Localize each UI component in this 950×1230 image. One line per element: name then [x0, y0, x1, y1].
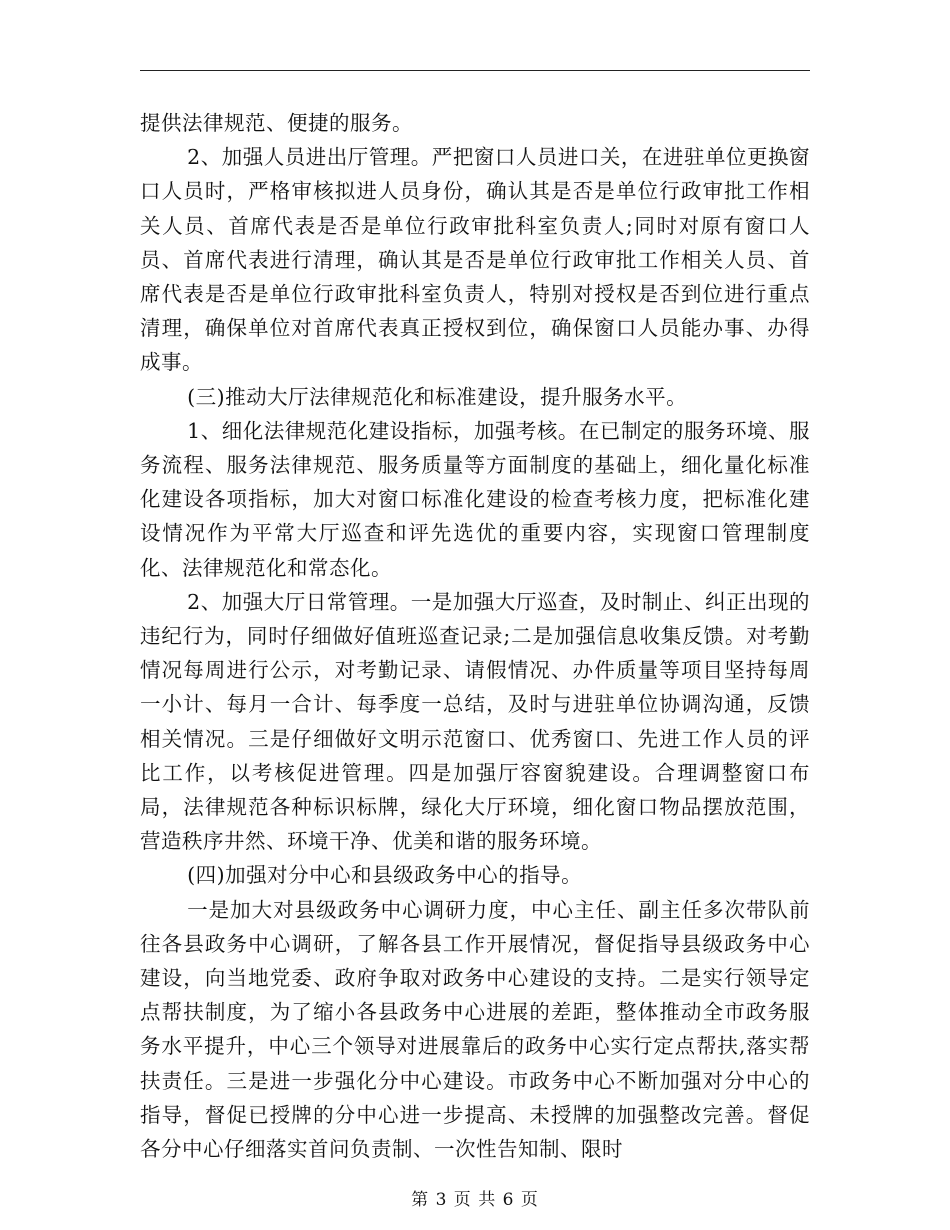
paragraph-daily-management: 2、加强大厅日常管理。一是加强大厅巡查，及时制止、纠正出现的违纪行为，同时仔细做好值班巡查记录;二是加强信息收集反馈。对考勤情况每周进行公示，对考勤记录、请假情况、办件质量等项目坚持每周一小计、每月一合计、每季度一总结，及时与进驻单位协调沟通，反馈相关情况。三是仔细做好文明示范窗口、优秀窗口、先进工作人员的评比工作，以考核促进管理。四是加强厅容窗貌建设。合理调整窗口布局，法律规范各种标识标牌，绿化大厅环境，细化窗口物品摆放范围，营造秩序井然、环境干净、优美和谐的服务环境。 [140, 589, 810, 854]
header-rule [140, 70, 810, 71]
paragraph-continuation: 提供法律规范、便捷的服务。 [140, 111, 413, 135]
paragraph-staff-management: 2、加强人员进出厅管理。严把窗口人员进口关，在进驻单位更换窗口人员时，严格审核拟进人员身份，确认其是否是单位行政审批工作相关人员、首席代表是否是单位行政审批科室负责人;同时对原有窗口人员、首席代表进行清理，确认其是否是单位行政审批工作相关人员、首席代表是否是单位行政审批科室负责人，特别对授权是否到位进行重点清理，确保单位对首席代表真正授权到位，确保窗口人员能办事、办得成事。 [140, 145, 810, 375]
section-heading-3: (三)推动大厅法律规范化和标准建设，提升服务水平。 [187, 384, 688, 409]
paragraph-standardization-indicators: 1、细化法律规范化建设指标，加强考核。在已制定的服务环境、服务流程、服务法律规范、服务质量等方面制度的基础上，细化量化标准化建设各项指标，加大对窗口标准化建设的检查考核力度，把标准化建设情况作为平常大厅巡查和评先选优的重要内容，实现窗口管理制度化、法律规范化和常态化。 [140, 418, 810, 580]
paragraph-county-guidance: 一是加大对县级政务中心调研力度，中心主任、副主任多次带队前往各县政务中心调研，了解各县工作开展情况，督促指导县级政务中心建设，向当地党委、政府争取对政务中心建设的支持。二是实行领导定点帮扶制度，为了缩小各县政务中心进展的差距，整体推动全市政务服务水平提升，中心三个领导对进展靠后的政务中心实行定点帮扶,落实帮扶责任。三是进一步强化分中心建设。市政务中心不断加强对分中心的指导，督促已授牌的分中心进一步提高、未授牌的加强整改完善。督促各分中心仔细落实首问负责制、一次性告知制、限时 [140, 897, 810, 1162]
page-number-footer: 第 3 页 共 6 页 [411, 1190, 539, 1210]
section-heading-4: (四)加强对分中心和县级政务中心的指导。 [187, 863, 583, 888]
document-body [140, 106, 810, 1166]
